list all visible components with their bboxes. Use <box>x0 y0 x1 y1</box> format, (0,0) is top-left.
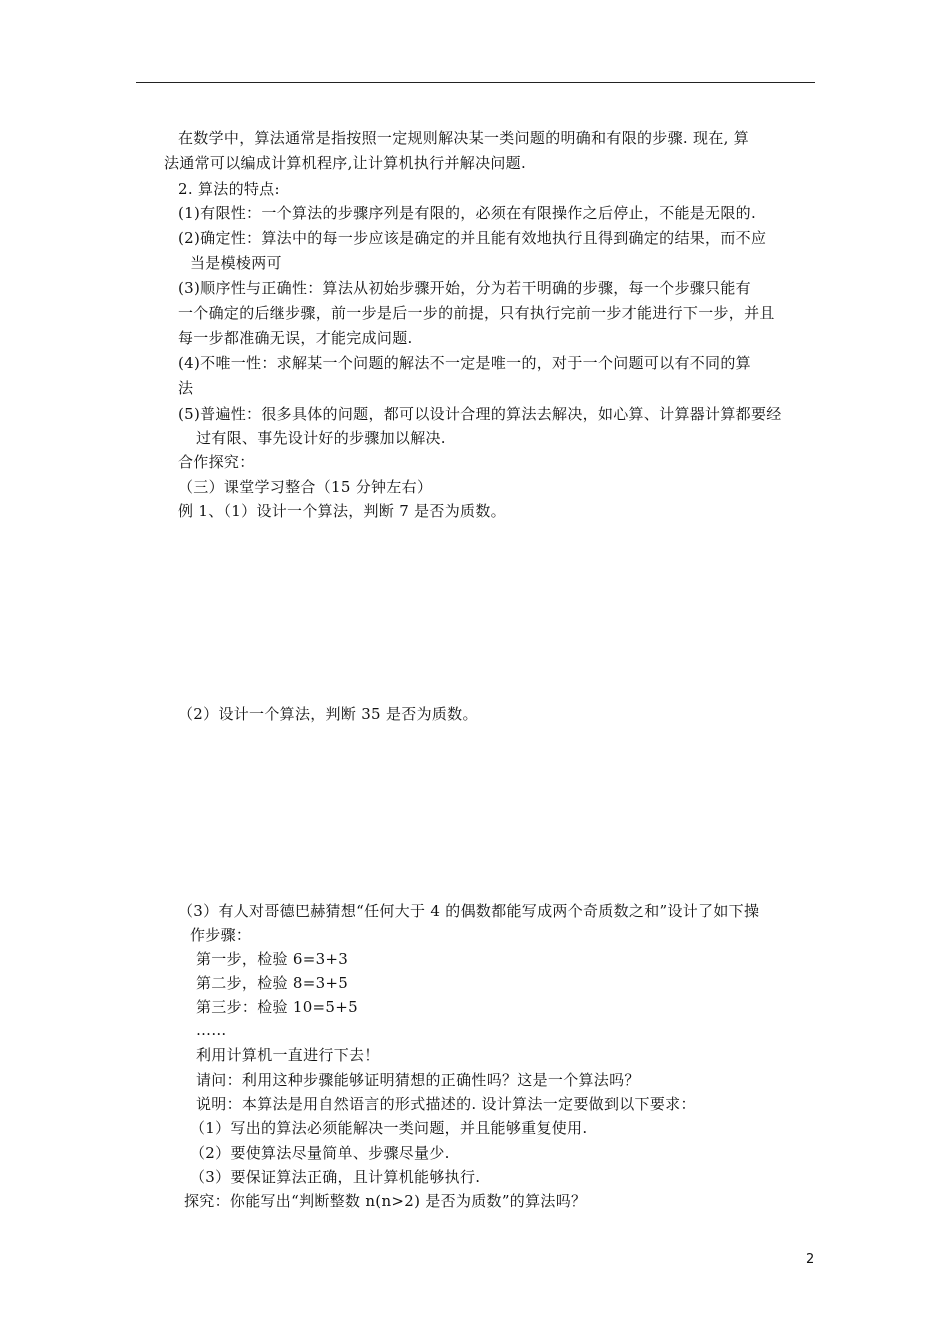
text-line: 说明：本算法是用自然语言的形式描述的. 设计算法一定要做到以下要求： <box>196 1095 696 1113</box>
text-line: （2）设计一个算法，判断 35 是否为质数。 <box>178 705 478 723</box>
text-line: 2. 算法的特点: <box>178 180 280 198</box>
text-line: 请问：利用这种步骤能够证明猜想的正确性吗？这是一个算法吗？ <box>196 1071 640 1089</box>
text-line: （3）要保证算法正确，且计算机能够执行. <box>190 1168 481 1186</box>
text-line: 第三步：检验 10=5+5 <box>196 998 358 1016</box>
text-line: 过有限、事先设计好的步骤加以解决. <box>196 429 446 447</box>
page-number: 2 <box>806 1252 815 1267</box>
text-line: (4)不唯一性：求解某一个问题的解法不一定是唯一的，对于一个问题可以有不同的算 <box>178 354 751 372</box>
text-line: 作步骤： <box>190 926 252 944</box>
text-line: (5)普遍性：很多具体的问题，都可以设计合理的算法去解决，如心算、计算器计算都要经 <box>178 405 782 423</box>
text-line: 当是模棱两可 <box>190 254 282 272</box>
text-line: 在数学中，算法通常是指按照一定规则解决某一类问题的明确和有限的步骤. 现在, 算 <box>178 129 750 147</box>
text-line: 第一步，检验 6=3+3 <box>196 950 349 968</box>
example-heading: 例 1、（1）设计一个算法，判断 7 是否为质数。 <box>178 502 506 520</box>
text-line: (2)确定性：算法中的每一步应该是确定的并且能有效地执行且得到确定的结果，而不应 <box>178 229 767 247</box>
text-line: 一个确定的后继步骤，前一步是后一步的前提，只有执行完前一步才能进行下一步，并且 <box>178 304 775 322</box>
text-line: 合作探究： <box>178 453 255 471</box>
text-line: （2）要使算法尽量简单、步骤尽量少. <box>190 1144 450 1162</box>
header-rule <box>136 82 815 83</box>
text-line: 第二步，检验 8=3+5 <box>196 974 349 992</box>
text-line: 利用计算机一直进行下去！ <box>196 1046 380 1064</box>
text-line: (3)顺序性与正确性：算法从初始步骤开始，分为若干明确的步骤，每一个步骤只能有 <box>178 279 751 297</box>
text-line: 法通常可以编成计算机程序,让计算机执行并解决问题. <box>164 154 527 172</box>
text-line: 每一步都准确无误，才能完成问题. <box>178 329 413 347</box>
text-line: 法 <box>178 379 194 397</box>
text-line: …… <box>196 1021 227 1039</box>
text-line: 探究：你能写出“判断整数 n(n>2) 是否为质数”的算法吗？ <box>184 1192 587 1210</box>
text-line: (1)有限性：一个算法的步骤序列是有限的，必须在有限操作之后停止，不能是无限的. <box>178 204 757 222</box>
text-line: （1）写出的算法必须能解决一类问题，并且能够重复使用. <box>190 1119 588 1137</box>
section-heading: （三）课堂学习整合（15 分钟左右） <box>178 478 433 496</box>
text-line: （3）有人对哥德巴赫猜想“任何大于 4 的偶数都能写成两个奇质数之和”设计了如下操 <box>178 902 760 920</box>
